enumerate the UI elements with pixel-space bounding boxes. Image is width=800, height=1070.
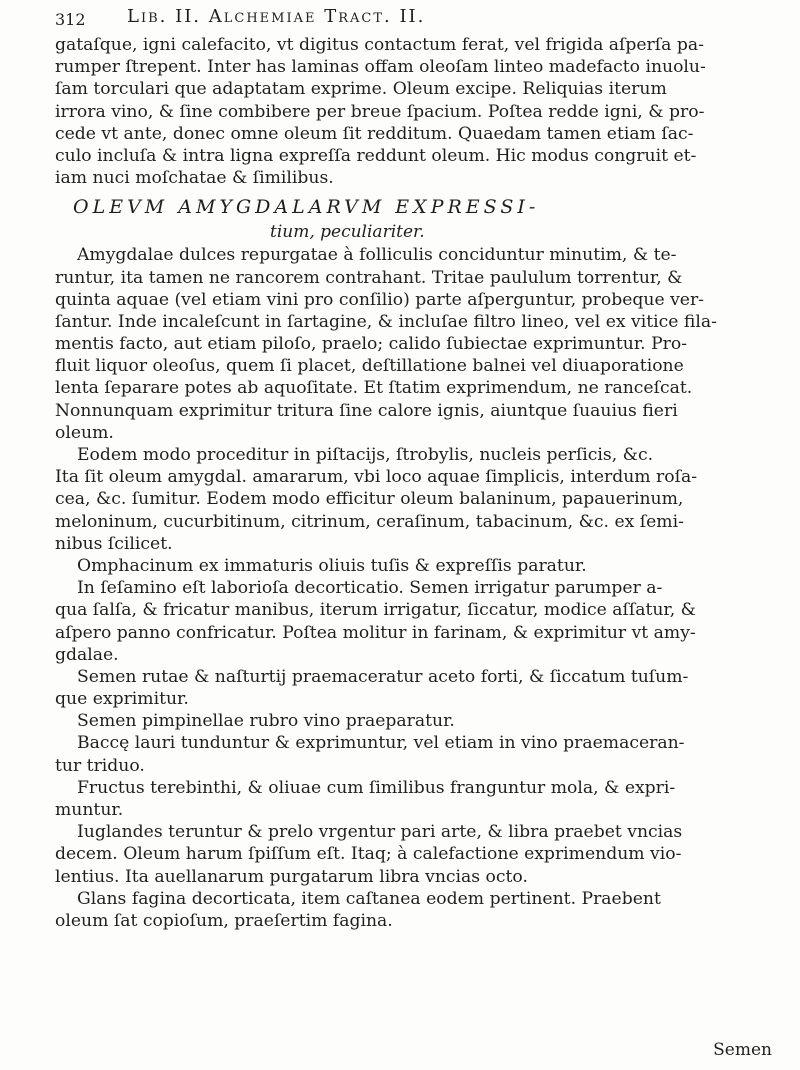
text-line: aſpero panno confricatur. Poſtea molitur in farinam, & exprimitur vt amy- xyxy=(55,622,696,643)
text-line: ſantur. Inde incaleſcunt in ſartagine, & incluſae filtro lineo, vel ex vitice fila- xyxy=(55,311,717,332)
text-line: cede vt ante, donec omne oleum ſit redditum. Quaedam tamen etiam ſac- xyxy=(55,123,694,144)
paragraph-first-line: Semen rutae & naſturtij praemaceratur aceto forti, & ſiccatum tuſum- xyxy=(77,666,689,687)
text-line: quinta aquae (vel etiam vini pro conſilio) parte aſperguntur, probeque ver- xyxy=(55,289,704,310)
text-line: cea, &c. ſumitur. Eodem modo efficitur oleum balaninum, papauerinum, xyxy=(55,489,684,510)
page-header xyxy=(55,6,760,36)
text-line: mentis facto, aut etiam piloſo, praelo; calido ſubiectae exprimuntur. Pro- xyxy=(55,334,688,355)
paragraph xyxy=(55,888,780,932)
text-line: iam nuci moſchatae & ſimilibus. xyxy=(55,168,334,189)
text-line: muntur. xyxy=(55,800,124,820)
text-line: ſam torculari que adaptatam exprime. Oleum excipe. Reliquias iterum xyxy=(55,79,667,100)
paragraph xyxy=(55,666,780,710)
paragraph-first-line: Fructus terebinthi, & oliuae cum ſimilibus franguntur mola, & expri- xyxy=(77,777,676,798)
paragraph xyxy=(55,444,780,555)
text-line: lenta ſeparare potes ab aquoſitate. Et ſtatim exprimendum, ne ranceſcat. xyxy=(55,378,693,399)
text-line: culo incluſa & intra ligna expreſſa reddunt oleum. Hic modus congruit et- xyxy=(55,145,697,166)
paragraph xyxy=(55,577,780,666)
text-line: runtur, ita tamen ne rancorem contrahant. Tritae paululum torrentur, & xyxy=(55,267,683,288)
running-title: Lib. II. Alchemiae Tract. II. xyxy=(127,6,426,27)
text-line: decem. Oleum harum ſpiſſum eſt. Itaq; à calefactione exprimendum vio- xyxy=(55,844,682,865)
text-line: tur triduo. xyxy=(55,755,145,776)
body-text xyxy=(55,34,780,932)
page-number: 312 xyxy=(55,10,86,29)
text-line: oleum. xyxy=(55,422,114,443)
intro-block xyxy=(55,34,780,189)
paragraph xyxy=(55,555,780,577)
paragraph xyxy=(55,732,780,776)
text-line: Ita ſit oleum amygdal. amararum, vbi loco aquae ſimplicis, interdum roſa- xyxy=(55,467,698,488)
text-line: lentius. Ita auellanarum purgatarum libra vncias octo. xyxy=(55,866,528,887)
paragraph-first-line: Iuglandes teruntur & prelo vrgentur pari arte, & libra praebet vncias xyxy=(77,822,683,843)
text-line: gdalae. xyxy=(55,644,119,665)
text-line: rumper ſtrepent. Inter has laminas offam oleoſam linteo madefacto inuolu- xyxy=(55,57,706,78)
paragraph-first-line: Amygdalae dulces repurgatae à folliculis conciduntur minutim, & te- xyxy=(77,245,677,266)
paragraph xyxy=(55,710,780,732)
text-line: fluit liquor oleoſus, quem ſi placet, deſtillatione balnei vel diuaporatione xyxy=(55,356,684,377)
text-line: oleum ſat copioſum, praeſertim fagina. xyxy=(55,910,393,931)
paragraph-first-line: Baccę lauri tunduntur & exprimuntur, vel etiam in vino praemaceran- xyxy=(77,733,685,754)
paragraph-first-line: In ſeſamino eſt laborioſa decorticatio. Semen irrigatur parumper a- xyxy=(77,578,663,599)
paragraph-first-line: Omphacinum ex immaturis oliuis tuſis & expreſſis paratur. xyxy=(77,555,587,576)
paragraph-first-line: Semen pimpinellae rubro vino praeparatur. xyxy=(77,711,455,732)
text-line: gataſque, igni calefacito, vt digitus contactum ferat, vel frigida aſperſa pa- xyxy=(55,35,704,55)
section-heading: OLEVM AMYGDALARVM EXPRESSI- xyxy=(73,196,540,219)
text-line: irrora vino, & ſine combibere per breue ſpacium. Poſtea redde igni, & pro- xyxy=(55,101,705,122)
paragraph xyxy=(55,244,780,444)
paragraph xyxy=(55,777,780,821)
section-subheading: tium, peculiariter. xyxy=(270,222,425,243)
text-line: qua ſalſa, & fricatur manibus, iterum irrigatur, ſiccatur, modice aſſatur, & xyxy=(55,600,696,621)
text-line: Nonnunquam exprimitur tritura ſine calore ignis, aiuntque ſuauius fieri xyxy=(55,400,678,421)
text-line: meloninum, cucurbitinum, citrinum, ceraſinum, tabacinum, &c. ex ſemi- xyxy=(55,511,684,532)
text-line: que exprimitur. xyxy=(55,689,189,710)
catchword: Semen xyxy=(713,1040,772,1060)
paragraph-list xyxy=(55,244,780,932)
paragraph xyxy=(55,821,780,888)
paragraph-first-line: Glans fagina decorticata, item caſtanea eodem pertinent. Praebent xyxy=(77,888,661,909)
text-line: nibus ſcilicet. xyxy=(55,533,173,554)
paragraph-first-line: Eodem modo proceditur in piſtacijs, ſtrobylis, nucleis perſicis, &c. xyxy=(77,445,654,465)
